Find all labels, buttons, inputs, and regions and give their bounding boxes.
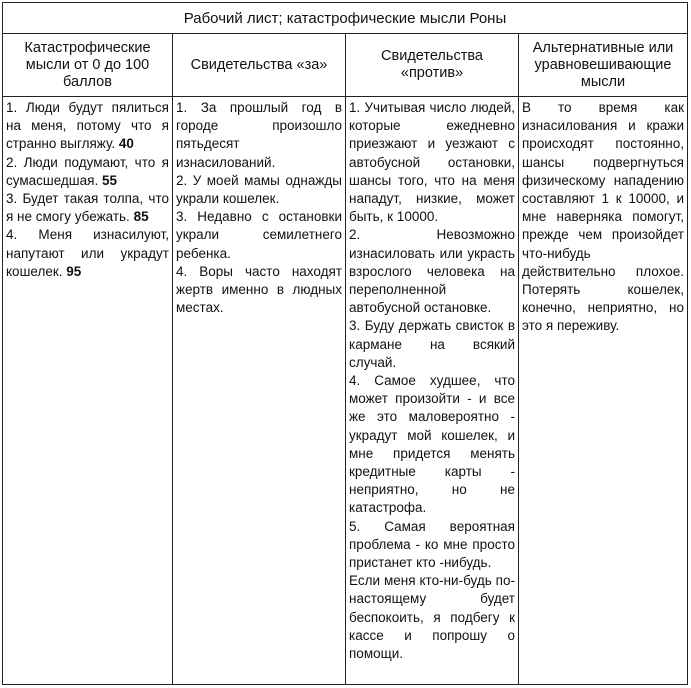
evidence-against-item: 4. Самое худшее, что может произойти - и все же это маловероятно - украдут мой кошелек, и мне придется менять кредитные карты - неприятно, но не катастрофа. [349, 373, 515, 516]
column-alternative-thoughts [519, 34, 687, 685]
column-evidence-against [346, 34, 519, 685]
evidence-for-item: 4. Воры часто находят жертв именно в людных местах. [176, 263, 342, 316]
evidence-against-item: Если меня кто-ни-будь по-настоящему будет беспокоить, я подбегу к кассе и попрошу о помощи. [349, 573, 515, 662]
thought-item: 1. Люди будут пялиться на меня, потому что я странно выгляжу. 40 [6, 100, 169, 152]
worksheet-table [2, 2, 688, 685]
column-catastrophic-thoughts [3, 34, 173, 685]
column-header: Альтернативные или уравновешивающие мысли [519, 34, 687, 97]
thought-item: 2. Люди подумают, что я сумасшедшая. 55 [6, 154, 169, 188]
evidence-for-item: 1. За прошлый год в городе произошло пятьдесят изнасилований. [176, 100, 342, 170]
evidence-against-item: 2. Невозможно изнасиловать или украсть взрослого человека на переполненной автобусной остановке. [349, 227, 515, 316]
worksheet-title: Рабочий лист; катастрофические мысли Роны [3, 3, 687, 34]
thought-score: 95 [66, 263, 82, 279]
thought-item: 4. Меня изнасилуют, напутают или украдут кошелек. 95 [6, 227, 169, 279]
thought-score: 40 [118, 136, 134, 152]
column-header: Катастрофические мысли от 0 до 100 баллов [3, 34, 172, 97]
alternative-thought: В то время как изнасилования и кражи происходят постоянно, шансы подвергнуться физическому нападению составляют 1 к 10000, и мне наверняка помогут, прежде чем произойдет что-нибудь действительно плохое. Потерять кошелек, конечно, неприятно, но это я переживу. [522, 100, 684, 334]
evidence-against-item: 5. Самая вероятная проблема - ко мне просто пристанет кто -нибудь. [349, 518, 515, 571]
evidence-for-item: 3. Недавно с остановки украли семилетнего ребенка. [176, 209, 342, 261]
thought-score: 55 [101, 172, 118, 188]
column-header: Свидетельства «против» [346, 34, 518, 97]
evidence-against-item: 3. Буду держать свисток в кармане на всякий случай. [349, 318, 515, 370]
thought-item: 3. Будет такая толпа, что я не смогу убежать. 85 [6, 191, 169, 225]
thought-score: 85 [133, 209, 149, 225]
evidence-for-item: 2. У моей мамы однажды украли кошелек. [176, 172, 342, 207]
column-evidence-for [173, 34, 346, 685]
evidence-against-item: 1. Учитывая число людей, которые ежедневно приезжают и уезжают с автобусной остановки, шансы того, что на меня нападут, низкие, может быть, к 10000. [349, 100, 515, 225]
column-header: Свидетельства «за» [173, 34, 345, 97]
